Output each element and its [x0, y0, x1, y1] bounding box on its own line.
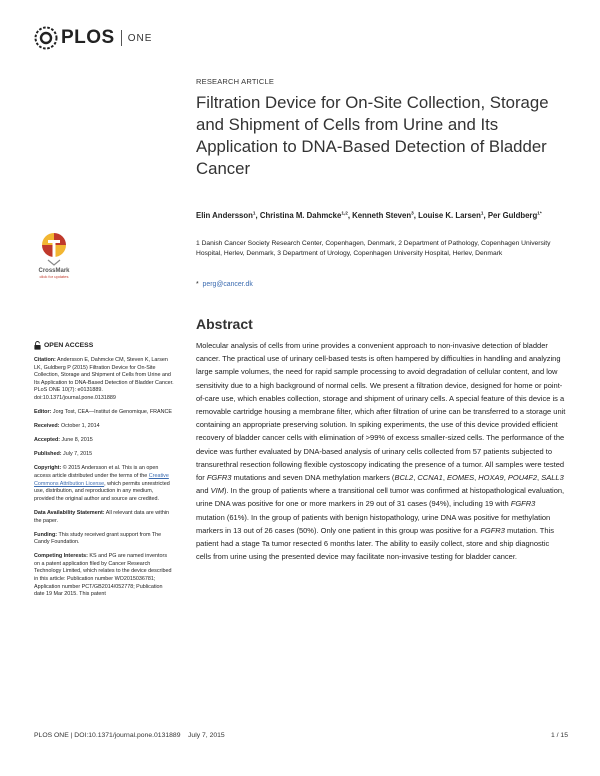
- article-type: RESEARCH ARTICLE: [196, 77, 275, 86]
- author-name[interactable]: Louise K. Larsen: [418, 211, 481, 220]
- sidebar-label: Accepted:: [34, 437, 61, 444]
- sidebar-entry: [34, 510, 174, 525]
- sidebar-entry: [34, 409, 174, 417]
- sidebar-entry: [34, 437, 174, 445]
- sidebar-entry: [34, 357, 174, 403]
- gene-name: FGFR3: [480, 525, 505, 535]
- sidebar-text: © 2015 Andersson et al. This is an open access article distributed under the terms of the: [34, 465, 159, 480]
- gene-name: BCL2: [394, 473, 414, 483]
- affiliation-number: 1: [196, 240, 202, 247]
- sidebar-label: Competing Interests:: [34, 553, 88, 560]
- sidebar-entry: [34, 451, 174, 459]
- affiliation-text: Danish Cancer Society Research Center, Copenhagen, Denmark,: [201, 240, 399, 247]
- corresponding-email: * perg@cancer.dk: [196, 281, 253, 288]
- abstract-segment: mutations and seven DNA methylation markers (: [231, 473, 395, 483]
- abstract-segment: ,: [503, 473, 508, 483]
- abstract-segment: ,: [537, 473, 542, 483]
- sidebar-label: Data Availability Statement:: [34, 509, 105, 516]
- sidebar-text: , which permits unrestricted use, distribution, and reproduction in any medium, provided the original author and source are credited.: [34, 480, 170, 502]
- sidebar-text: July 7, 2015: [61, 451, 93, 458]
- abstract-segment: and: [196, 486, 211, 496]
- sidebar-label: Received:: [34, 423, 60, 430]
- article-title: Filtration Device for On-Site Collection, Storage and Shipment of Cells from Urine and Its Application to DNA-Based Detection of Bladder Cancer: [196, 93, 549, 178]
- sidebar-text: June 8, 2015: [60, 437, 93, 444]
- sidebar-text: KS and PG are named inventors on a patent application filed by Cancer Research Technology Limited, which relates to the device described in this article: Publication number WO2015036781; Application number PCT/GB2014/052778; Publication date 19 Mar 2015. This patent: [34, 553, 172, 598]
- author-name[interactable]: Per Guldberg: [487, 211, 538, 220]
- crossmark-title: CrossMark: [38, 268, 70, 274]
- article-info-sidebar: [34, 341, 174, 605]
- logo-journal: ONE: [127, 32, 153, 44]
- abstract-segment: ,: [413, 473, 418, 483]
- author-affil-ref: 1: [537, 210, 540, 216]
- plos-mark-icon: [34, 26, 58, 50]
- sidebar-label: Editor:: [34, 409, 52, 416]
- sidebar-text: This study received grant support from The Candy Foundation.: [34, 531, 162, 546]
- abstract-segment: ,: [474, 473, 479, 483]
- author-name[interactable]: Elin Andersson: [196, 211, 253, 220]
- crossmark-subtitle: click for updates: [39, 274, 69, 279]
- logo-separator: [121, 30, 122, 46]
- abstract-segment: ,: [442, 473, 447, 483]
- gene-name: POU4F2: [507, 473, 538, 483]
- logo-brand: PLOS: [61, 27, 115, 48]
- abstract-text: [196, 339, 566, 563]
- abstract-segment: mutation. This patient had a stage Ta tumor resected 6 months later. The ability to easily collect, store and ship diagnostic cells from urine using the presented device may facilitate non-invasive testing for bladder cancer.: [196, 525, 554, 562]
- gene-name: HOXA9: [478, 473, 504, 483]
- footer-citation: PLOS ONE | DOI:10.1371/journal.pone.0131889 July 7, 2015: [34, 732, 225, 739]
- author-list: Elin Andersson$^1$, Christina M. Dahmcke$^{1,2}$, Kenneth Steven$^3$, Louise K. Larsen$^1$, Per Guldberg$^{1*}$: [196, 210, 542, 220]
- sidebar-text: Jorg Tost, CEA—Institut de Genomique, FRANCE: [51, 409, 173, 416]
- crossmark-badge[interactable]: [34, 232, 74, 279]
- abstract-segment: mutation (61%). In the group of patients with benign histopathology, urine DNA was positive for methylation markers in 13 out of 26 cases (50%). Only one patient in this group was positive for a: [196, 512, 551, 535]
- license-link[interactable]: Creative Commons Attribution License: [34, 473, 169, 487]
- plos-one-logo[interactable]: [34, 26, 152, 50]
- affiliation-text: Department of Urology, Copenhagen University Hospital, Herlev, Denmark: [282, 249, 503, 257]
- page-number: 1 / 15: [550, 732, 568, 739]
- open-access-label: OPEN ACCESS: [34, 341, 174, 350]
- abstract-heading: Abstract: [196, 316, 253, 332]
- gene-name: CCNA1: [417, 473, 443, 483]
- author-affil-ref: 1,2: [341, 210, 348, 216]
- crossmark-icon: [41, 232, 67, 266]
- author-affil-ref: 1: [252, 210, 256, 216]
- sidebar-entry: [34, 423, 174, 431]
- author-affil-ref: 1: [480, 210, 484, 216]
- corresponding-mark: *: [539, 210, 542, 216]
- sidebar-label: Citation:: [34, 357, 56, 363]
- sidebar-label: Funding:: [34, 531, 58, 538]
- gene-name: FGFR3: [206, 473, 232, 483]
- page-footer: [34, 732, 568, 739]
- sidebar-metadata-list: [34, 357, 174, 599]
- sidebar-label: Copyright:: [34, 465, 62, 472]
- email-link[interactable]: perg@cancer.dk: [202, 281, 253, 288]
- sidebar-text: October 1, 2014: [59, 423, 100, 430]
- abstract-segment: ). In the group of patients where a transitional cell tumor was confirmed at histopathological evaluation, urine DNA was positive for one or more markers in 29 out of 31 cases (94%), including 19 with: [196, 486, 565, 509]
- sidebar-label: Published:: [34, 451, 62, 458]
- author-name[interactable]: Kenneth Steven: [352, 211, 412, 220]
- affiliation-number: 2: [398, 240, 404, 247]
- sidebar-entry: [34, 465, 174, 503]
- gene-name: SALL3: [541, 473, 564, 483]
- gene-name: FGFR3: [510, 499, 536, 509]
- affiliation-number: 3: [277, 249, 283, 257]
- open-lock-icon: [34, 341, 41, 350]
- sidebar-text: All relevant data are within the paper.: [34, 509, 170, 524]
- affiliations: [196, 239, 568, 258]
- gene-name: VIM: [210, 486, 224, 496]
- gene-name: EOMES: [446, 473, 475, 483]
- sidebar-entry: [34, 553, 174, 599]
- abstract-segment: Molecular analysis of cells from urine provides a convenient approach to non-invasive detection of bladder cancer. The practical use of urinary cell-based tests is often hampered by difficulties in handling and analyzing large sample volumes, the need for rapid sample processing to avoid degradation of cellular content, and low sensitivity due to a high background of normal cells. We present a filtration device, designed for home or point-of-care use, which enables collection, storage and shipment of urinary cells. A special feature of this device is a removable cartridge housing a membrane filter, which after filtration of urine can be transferred to a storage unit containing an appropriate preserving solution. In spiking experiments, the use of this device provided efficient recovery of bladder cancer cells with elimination of >99% of excess smaller-sized cells. The performance of the device was further evaluated by DNA-based analysis of urinary cells collected from 57 patients subjected to transurethral resection following flexible cystoscopy indicating the presence of a tumor. All samples were tested for: [196, 341, 566, 483]
- author-affil-ref: 3: [411, 210, 414, 216]
- sidebar-entry: [34, 532, 174, 547]
- affiliation-text: Department of Pathology, Copenhagen University Hospital, Herlev, Denmark,: [196, 240, 551, 257]
- author-name[interactable]: Christina M. Dahmcke: [259, 211, 342, 220]
- sidebar-text: Andersson E, Dahmcke CM, Steven K, Larsen LK, Guldberg P (2015) Filtration Device for On-Site Collection, Storage and Shipment of Cells from Urine and Its Application to DNA-Based Detection of Bladder Cancer. PLoS ONE 10(7): e0131889. doi:10.1371/journal.pone.0131889: [34, 357, 174, 401]
